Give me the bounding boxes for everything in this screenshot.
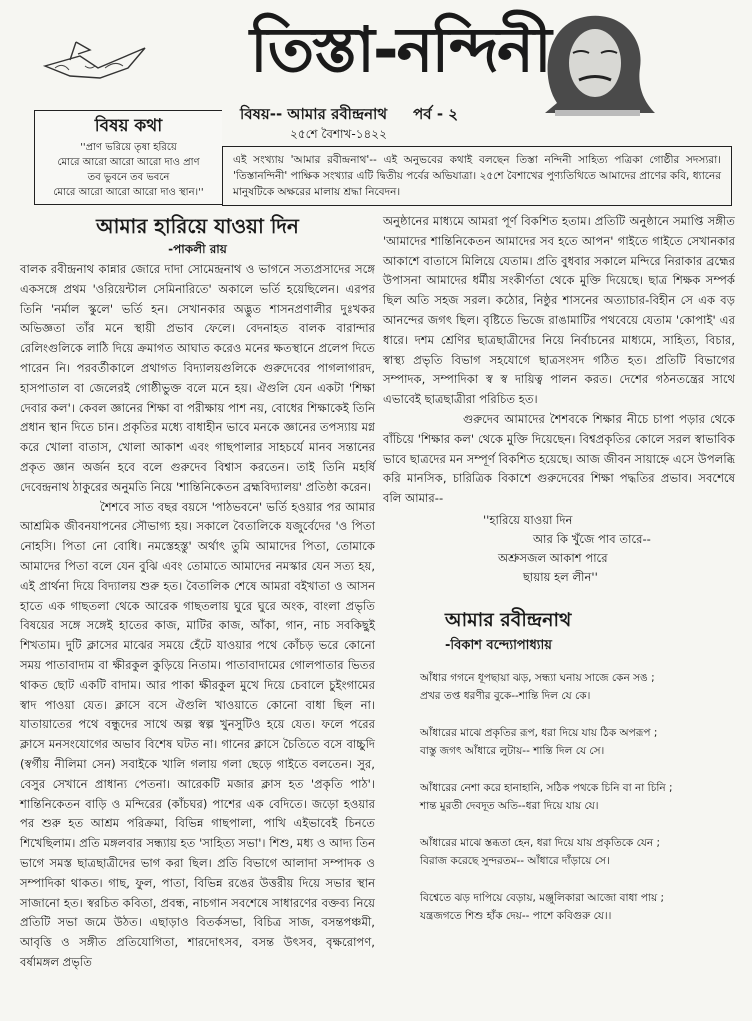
rabindranath-portrait bbox=[515, 8, 675, 118]
issue-part: পর্ব - ২ bbox=[413, 105, 459, 123]
verse-line: ''হারিয়ে যাওয়া দিন bbox=[483, 512, 573, 527]
article-author: -পাকলী রায় bbox=[168, 242, 227, 256]
quote-box-heading: বিষয় কথা bbox=[94, 116, 163, 136]
content-columns bbox=[20, 212, 735, 973]
poem-stanza bbox=[420, 779, 735, 815]
poem-body bbox=[420, 669, 735, 925]
issue-subject bbox=[240, 104, 458, 124]
closing-verse bbox=[383, 511, 735, 587]
article-title: আমার হারিয়ে যাওয়া দিন bbox=[96, 214, 299, 238]
quote-line: মোরে আরো আরো আরো দাও স্থান।'' bbox=[53, 187, 204, 198]
article-paragraph: অনুষ্ঠানের মাধ্যমে আমরা পূর্ণ বিকশিত হতাম। প্রতিটি অনুষ্ঠানে সমাপ্তি সঙ্গীত 'আমাদের শান্তিনিকেতন আমাদের সব হতে আপন' গাইতে গাইতে সেখানকার আকাশে বাতাসে মিলিয়ে যেতাম। প্রতি বুধবার সকালে মন্দিরে নিরাকার ব্রহ্মের উপাসনা আমাদের ধর্মীয় সংকীর্ণতা থেকে মুক্তি দিয়েছে। ছাত্র শিক্ষক সম্পর্ক ছিল অতি সহজ সরল। কঠোর, নিষ্ঠুর শাসনের অত্যাচার-বিহীন সে এক বড় আনন্দের জগৎ ছিল। বৃষ্টিতে ভিজে রাঙামাটির পথবেয়ে যেতাম 'কোপাই' এর ধারে। দশম শ্রেণির ছাত্রছাত্রীদের নিয়ে নির্বাচনের মাধ্যমে, সাহিত্য, বিচার, স্বাস্থ্য প্রভৃতি বিভাগ সহযোগে ছাত্রসংসদ গঠিত হত। প্রতিটি বিভাগের সম্পাদক, সম্পাদিকা স্ব স্ব দায়িত্ব পালন করত। দেশের গঠনতন্ত্রের সাথে এভাবেই ছাত্রছাত্রীরা পরিচিত হত। bbox=[383, 214, 735, 407]
quote-line: তব ভুবনে তব ভবনে bbox=[87, 172, 170, 183]
article-left-column bbox=[20, 212, 375, 973]
poem-line: বিরাজ করেছে সুন্দরতম-- আঁধারে দাঁড়ায়ে সে। bbox=[420, 854, 610, 867]
magazine-logo-sketch bbox=[40, 38, 155, 83]
poem-line: বাস্তু জগৎ আঁধারে লুটায়-- শান্তি দিল যে সে। bbox=[420, 744, 605, 757]
masthead-title: তিস্তা-নন্দিনী bbox=[250, 13, 550, 86]
poem-line: শান্ত মুরতী দেবদূত অতি--ধরা দিয়ে যায় যে। bbox=[420, 799, 599, 812]
article-paragraph: বালক রবীন্দ্রনাথ কান্নার জোরে দাদা সোমেন্দ্রনাথ ও ভাগনে সত্যপ্রসাদের সঙ্গে একসঙ্গে প্রথম 'ওরিয়েন্টাল সেমিনারিতে' অকালে ভর্তি হয়েছিলেন। এরপর তিনি 'নর্মাল স্কুলে' ভর্তি হন। সেখানকার অদ্ভুত শাসনপ্রণালীর দুঃখকর অভিজ্ঞতা তাঁর মনে স্থায়ী প্রভাব ফেলে। বেদনাহত বালক বারান্দার রেলিংগুলিকে লাঠি দিয়ে ক্রমাগত আঘাত করেও মনের ক্ষতস্থানে প্রলেপ দিতে পারেন নি। পরবর্তীকালে প্রথাগত বিদ্যালয়গুলিকে গুরুদেবের পাগলাগারদ, হাসপাতাল বা জেলেরই গোষ্ঠীভুক্ত বলে মনে হয়। ঐগুলি যেন একটা 'শিক্ষা দেবার কল'। কেবল জ্ঞানের শিক্ষা বা পরীক্ষায় পাশ নয়, বোধের শিক্ষাকেই তিনি প্রধান স্থান দিতে চান। প্রকৃতির মধ্যে বাধাহীন ভাবে মনকে জ্ঞানের তপস্যায় মগ্ন করে খোলা বাতাস, খোলা আকাশ এবং গাছপালার সাহচর্যে মানব সন্তানের প্রকৃত জ্ঞান অর্জন হবে বলে গুরুদেব বিশ্বাস করতেন। তাই তিনি মহর্ষি দেবেন্দ্রনাথ ঠাকুরের অনুমতি নিয়ে 'শান্তিনিকেতন ব্রহ্মবিদ্যালয়' প্রতিষ্ঠা করেন। bbox=[20, 262, 375, 494]
verse-line: আর কি খুঁজে পাব তারে-- bbox=[533, 531, 651, 546]
poem-title: আমার রবীন্দ্রনাথ bbox=[445, 608, 572, 631]
poem-stanza bbox=[420, 889, 735, 925]
quote-line: মোরে আরো আরো আরো দাও প্রাণ bbox=[57, 157, 200, 168]
poem-line: আঁধারের মাঝে প্রকৃতির রূপ, ধরা দিয়ে যায় ঠিক অপরূপ ; bbox=[420, 726, 658, 739]
poem-line: যন্ত্রজগতে শিশু হাঁক দেয়-- পাশে কবিগুরু যে।। bbox=[420, 909, 612, 922]
article-right-column bbox=[383, 212, 735, 944]
poem-author: -বিকাশ বন্দ্যোপাধ্যায় bbox=[445, 637, 552, 653]
quote-line: ''প্রাণ ভরিয়ে তৃষা হরিয়ে bbox=[80, 142, 177, 153]
masthead bbox=[0, 0, 752, 146]
poem-line: প্রখর তপ্ত ধরণীর বুকে--শান্তি দিল যে কে। bbox=[420, 689, 591, 702]
poem-line: আঁধারের মাঝে স্তব্ধতা হেন, ধরা দিয়ে যায় প্রকৃতিকে যেন ; bbox=[420, 836, 661, 849]
article-paragraph: শৈশবে সাত বছর বয়সে 'পাঠভবনে' ভর্তি হওয়ার পর আমার আশ্রমিক জীবনযাপনের সৌভাগ্য হয়। সকালে বৈতালিকে যজুর্বেদের 'ও পিতা নোহসি। পিতা নো বোধি। নমস্তেহস্তু' অর্থাৎ তুমি আমাদের পিতা, তোমাকে আমাদের পিতা বলে যেন বুঝি এবং তোমাতে আমাদের নমস্কার যেন সত্য হয়, এই প্রার্থনা দিয়ে বিদ্যালয় শুরু হত। বৈতালিক শেষে আমরা বইখাতা ও আসন হাতে এক গাছতলা থেকে আরেক গাছতলায় ঘুরে ঘুরে অংক, বাংলা প্রভৃতি বিষয়ের সঙ্গে সঙ্গেই হাতের কাজ, মাটির কাজ, আঁকা, গান, নাচ সবকিছুই শিখতাম। দুটি ক্লাসের মাঝের সময়ে হেঁটে যাওয়ার পথে কোঁচড় ভরে কোনো সময় পাতাবাদাম বা ক্ষীরকুল কুড়িয়ে নিতাম। পাতাবাদামের গোলপাতার ভিতর থাকত ছোট একটি বাদাম। আর পাকা ক্ষীরকুল মুখে দিয়ে চেবালে চুইংগামের স্বাদ পাওয়া যেত। ক্লাসে বসে ঐগুলি খাওয়াতে কোনো বাধা ছিল না। যাতায়াতের পথে বন্ধুদের সাথে অল্প স্বল্প খুনসুটিও হয়ে যেত। ফলে পরের ক্লাসে মনসংযোগের অভাব বিশেষ ঘটত না। গানের ক্লাসে চৈতিতে বসে বাচ্চুদি (স্বর্গীয় নীলিমা সেন) সবাইকে খালি গলায় গলা ছেড়ে গাইতে বলতেন। সুর, বেসুর সেখানে প্রাধান্য পেতনা। আরেকটি মজার ক্লাস হত 'প্রকৃতি পাঠ'। শান্তিনিকেতন বাড়ি ও মন্দিরের (কাঁচঘর) পাশের এক বেদিতে। জড়ো হওয়ার পর শুরু হত আশ্রম পরিক্রমা, বিভিন্ন গাছপালা, পাখি এইভাবেই চিনতে শিখেছিলাম। প্রতি মঙ্গলবার সন্ধ্যায় হত 'সাহিত্য সভা'। শিশু, মধ্য ও আদ্য তিন ভাগে সমস্ত ছাত্রছাত্রীদের ভাগ করা ছিল। প্রতি বিভাগে আলাদা সম্পাদক ও সম্পাদিকা থাকত। গাছ, ফুল, পাতা, বিভিন্ন রঙের উত্তরীয় দিয়ে সভার স্থান সাজানো হত। স্বরচিত কবিতা, প্রবন্ধ, নাচগান সবশেষে সাধারণের বক্তব্য নিয়ে প্রতিটি সভা জমে উঠত। এছাড়াও বিতর্কসভা, বিচিত্র সাজ, বসন্তপঞ্চমী, আবৃত্তি ও সঙ্গীত প্রতিযোগিতা, শারদোৎসব, বসন্ত উৎসব, বৃক্ষরোপণ, বর্ষামঙ্গল প্রভৃতি bbox=[20, 499, 375, 969]
verse-line: ছায়ায় হল লীন'' bbox=[523, 569, 598, 584]
poem-line: আঁধারের নেশা করে হানাহানি, সঠিক পথকে চিনি বা না চিনি ; bbox=[420, 781, 673, 794]
issue-date: ২৫শে বৈশাখ-১৪২২ bbox=[290, 127, 387, 141]
poem-line: আঁধার গগনে ধূপছায়া ঝড়, সন্ধ্যা ঘনায় সাজে কেন সঙ ; bbox=[420, 671, 655, 684]
article-paragraph: গুরুদেব আমাদের শৈশবকে শিক্ষার নীচে চাপা পড়ার থেকে বাঁচিয়ে 'শিক্ষার কল' থেকে মুক্তি দিয়েছেন। বিশ্বপ্রকৃতির কোলে সরল স্বাভাবিক ভাবে ছাত্রদের মন সম্পূর্ণ বিকশিত হয়েছে। আজ জীবন সায়াহ্নে এসে উপলব্ধি করি মানসিক, চারিত্রিক বিকাশে গুরুদেবের শিক্ষা পদ্ধতির প্রভাব। সবশেষে বলি আমার-- bbox=[383, 411, 735, 506]
poem-stanza bbox=[420, 834, 735, 870]
intro-box: এই সংখ্যায় 'আমার রবীন্দ্রনাথ'-- এই অনুভবের কথাই বলছেন তিস্তা নন্দিনী সাহিত্য পত্রিকা গোষ্ঠীর সদস্যরা। 'তিস্তানন্দিনী' পাক্ষিক সংখ্যার এটি দ্বিতীয় পর্বের অভিযাত্রা। ২৫শে বৈশাখের পুণ্যতিথিতে আমাদের প্রাণের কবি, ধ্যানের মানুষটিকে অক্ষরের মালায় শ্রদ্ধা নিবেদন। bbox=[222, 146, 732, 206]
poem-stanza bbox=[420, 724, 735, 760]
poem-stanza bbox=[420, 669, 735, 705]
verse-line: অশ্রুসজল আকাশ পারে bbox=[498, 550, 608, 565]
poem-line: বিশ্বেতে ঝড় দাপিয়ে বেড়ায়, মঞ্জুলিকারা আজো বাধা পায় ; bbox=[420, 891, 665, 904]
subject-text: বিষয়-- আমার রবীন্দ্রনাথ bbox=[240, 105, 388, 123]
